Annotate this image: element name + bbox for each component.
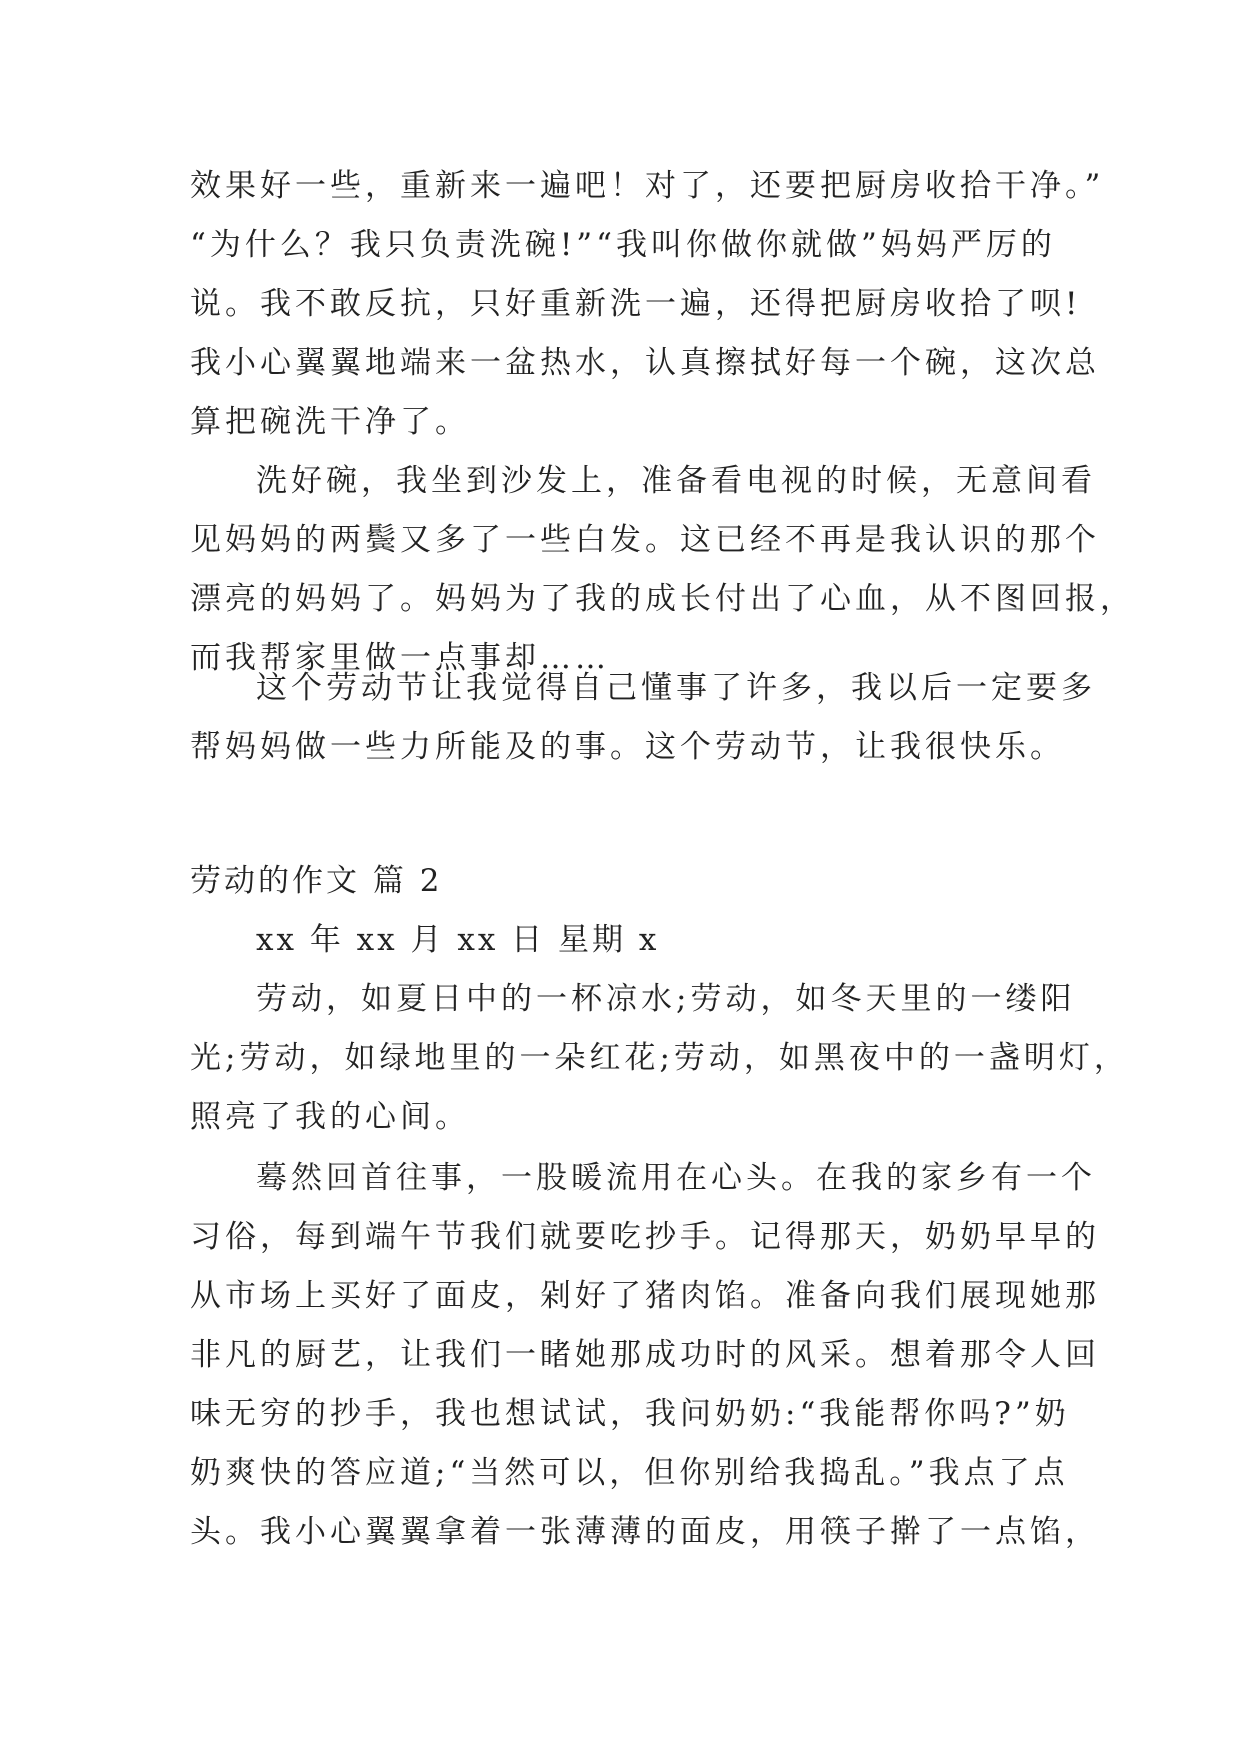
paragraph-line: 习俗，每到端午节我们就要吃抄手。记得那天，奶奶早早的 <box>190 1219 1100 1255</box>
date-line: xx 年 xx 月 xx 日 星期 x <box>256 922 660 958</box>
paragraph-line: 算把碗洗干净了。 <box>190 404 470 440</box>
section-title: 劳动的作文 篇 2 <box>190 863 443 899</box>
paragraph-line: 见妈妈的两鬓又多了一些白发。这已经不再是我认识的那个 <box>190 522 1100 558</box>
paragraph-line: 奶爽快的答应道;“当然可以，但你别给我捣乱。”我点了点 <box>190 1455 1069 1491</box>
paragraph-line: 帮妈妈做一些力所能及的事。这个劳动节，让我很快乐。 <box>190 729 1065 765</box>
paragraph-line: 光;劳动，如绿地里的一朵红花;劳动，如黑夜中的一盏明灯， <box>190 1040 1129 1076</box>
paragraph-labor-metaphors <box>190 970 1129 1147</box>
paragraph-line: 效果好一些，重新来一遍吧！对了，还要把厨房收拾干净。” <box>190 168 1105 204</box>
paragraph-dishwashing-dialogue <box>190 157 1105 452</box>
paragraph-dumplings-memory <box>190 1149 1100 1562</box>
paragraph-line: 说。我不敢反抗，只好重新洗一遍，还得把厨房收拾了呗! <box>190 286 1082 322</box>
paragraph-line: 蓦然回首往事，一股暖流用在心头。在我的家乡有一个 <box>256 1160 1096 1196</box>
paragraph-line: 非凡的厨艺，让我们一睹她那成功时的风采。想着那令人回 <box>190 1337 1100 1373</box>
paragraph-line: “为什么？我只负责洗碗!”“我叫你做你就做”妈妈严厉的 <box>190 227 1056 263</box>
paragraph-line: 劳动，如夏日中的一杯凉水;劳动，如冬天里的一缕阳 <box>256 981 1076 1017</box>
paragraph-line: 头。我小心翼翼拿着一张薄薄的面皮，用筷子擀了一点馅， <box>190 1514 1100 1550</box>
paragraph-labor-day-conclusion <box>190 659 1096 777</box>
paragraph-line: 从市场上买好了面皮，剁好了猪肉馅。准备向我们展现她那 <box>190 1278 1100 1314</box>
paragraph-line: 味无穷的抄手，我也想试试，我问奶奶:“我能帮你吗?”奶 <box>190 1396 1070 1432</box>
paragraph-line: 漂亮的妈妈了。妈妈为了我的成长付出了心血，从不图回报， <box>190 581 1135 617</box>
paragraph-line: 洗好碗，我坐到沙发上，准备看电视的时候，无意间看 <box>256 463 1096 499</box>
paragraph-line: 照亮了我的心间。 <box>190 1099 470 1135</box>
paragraph-line: 而我帮家里做一点事却…… <box>190 640 610 676</box>
paragraph-line: 我小心翼翼地端来一盆热水，认真擦拭好每一个碗，这次总 <box>190 345 1100 381</box>
paragraph-line: 这个劳动节让我觉得自己懂事了许多，我以后一定要多 <box>256 670 1096 706</box>
